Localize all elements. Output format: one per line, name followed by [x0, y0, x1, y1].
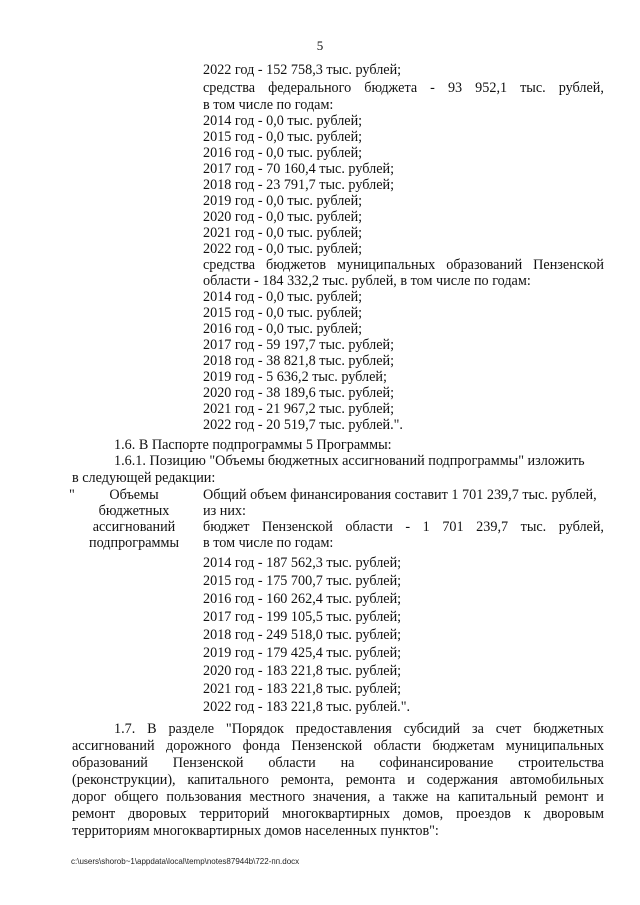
text-line: средства бюджетов муниципальных образований Пензенской: [203, 257, 604, 273]
text-line: из них:: [203, 503, 246, 519]
text-line: 1.7. В разделе "Порядок предоставления субсидий за счет бюджетных: [114, 721, 604, 737]
text-line: в том числе по годам:: [203, 535, 334, 551]
cell-label: ассигнований: [92, 519, 176, 535]
text-line: области - 184 332,2 тыс. рублей, в том числе по годам:: [203, 273, 531, 289]
year-line: 2015 год - 0,0 тыс. рублей;: [203, 305, 363, 321]
year-line: 2014 год - 0,0 тыс. рублей;: [203, 289, 363, 305]
text-line: в том числе по годам:: [203, 97, 334, 113]
year-line: 2022 год - 183 221,8 тыс. рублей.".: [203, 699, 411, 715]
year-line: 2018 год - 23 791,7 тыс. рублей;: [203, 177, 395, 193]
text-line: в следующей редакции:: [72, 470, 216, 486]
year-line: 2014 год - 187 562,3 тыс. рублей;: [203, 555, 402, 571]
text-line: 2022 год - 152 758,3 тыс. рублей;: [203, 62, 402, 78]
section-heading: 1.6. В Паспорте подпрограммы 5 Программы:: [114, 437, 392, 453]
text-line: дорог общего пользования местного значения, а также на капитальный ремонт и: [72, 789, 604, 805]
year-line: 2017 год - 70 160,4 тыс. рублей;: [203, 161, 395, 177]
year-line: 2021 год - 183 221,8 тыс. рублей;: [203, 681, 402, 697]
cell-label: бюджетных: [98, 503, 170, 519]
text-line: образований Пензенской области на софинансирование строительства: [72, 755, 604, 771]
opening-quote: ": [69, 487, 75, 503]
text-line: средства федерального бюджета - 93 952,1 тыс. рублей,: [203, 80, 604, 96]
year-line: 2021 год - 21 967,2 тыс. рублей;: [203, 401, 395, 417]
year-line: 2022 год - 0,0 тыс. рублей;: [203, 241, 363, 257]
year-line: 2015 год - 175 700,7 тыс. рублей;: [203, 573, 402, 589]
year-line: 2019 год - 0,0 тыс. рублей;: [203, 193, 363, 209]
year-line: 2022 год - 20 519,7 тыс. рублей.".: [203, 417, 403, 433]
year-line: 2018 год - 38 821,8 тыс. рублей;: [203, 353, 395, 369]
year-line: 2015 год - 0,0 тыс. рублей;: [203, 129, 363, 145]
year-line: 2014 год - 0,0 тыс. рублей;: [203, 113, 363, 129]
year-line: 2020 год - 38 189,6 тыс. рублей;: [203, 385, 395, 401]
year-line: 2017 год - 59 197,7 тыс. рублей;: [203, 337, 395, 353]
text-line: 1.6.1. Позицию "Объемы бюджетных ассигнований подпрограммы" изложить: [114, 453, 585, 469]
text-line: территориям многоквартирных домов населенных пунктов":: [72, 823, 439, 839]
year-line: 2016 год - 0,0 тыс. рублей;: [203, 145, 363, 161]
year-line: 2020 год - 183 221,8 тыс. рублей;: [203, 663, 402, 679]
page-number: 5: [316, 38, 324, 53]
text-line: Общий объем финансирования составит 1 701 239,7 тыс. рублей,: [203, 487, 597, 503]
year-line: 2019 год - 5 636,2 тыс. рублей;: [203, 369, 387, 385]
text-line: (реконструкции), капитального ремонта, ремонта и содержания автомобильных: [72, 772, 604, 788]
cell-label: Объемы: [109, 487, 159, 503]
cell-label: подпрограммы: [89, 535, 179, 551]
text-line: ассигнований дорожного фонда Пензенской области бюджетам муниципальных: [72, 738, 604, 754]
year-line: 2017 год - 199 105,5 тыс. рублей;: [203, 609, 402, 625]
year-line: 2019 год - 179 425,4 тыс. рублей;: [203, 645, 402, 661]
year-line: 2021 год - 0,0 тыс. рублей;: [203, 225, 363, 241]
text-line: бюджет Пензенской области - 1 701 239,7 тыс. рублей,: [203, 519, 604, 535]
file-path-footer: c:\users\shorob~1\appdata\local\temp\notes87944b\722-пп.docx: [71, 857, 300, 866]
text-line: ремонт дворовых территорий многоквартирных домов, проездов к дворовым: [72, 806, 604, 822]
year-line: 2018 год - 249 518,0 тыс. рублей;: [203, 627, 402, 643]
year-line: 2016 год - 160 262,4 тыс. рублей;: [203, 591, 402, 607]
year-line: 2016 год - 0,0 тыс. рублей;: [203, 321, 363, 337]
year-line: 2020 год - 0,0 тыс. рублей;: [203, 209, 363, 225]
